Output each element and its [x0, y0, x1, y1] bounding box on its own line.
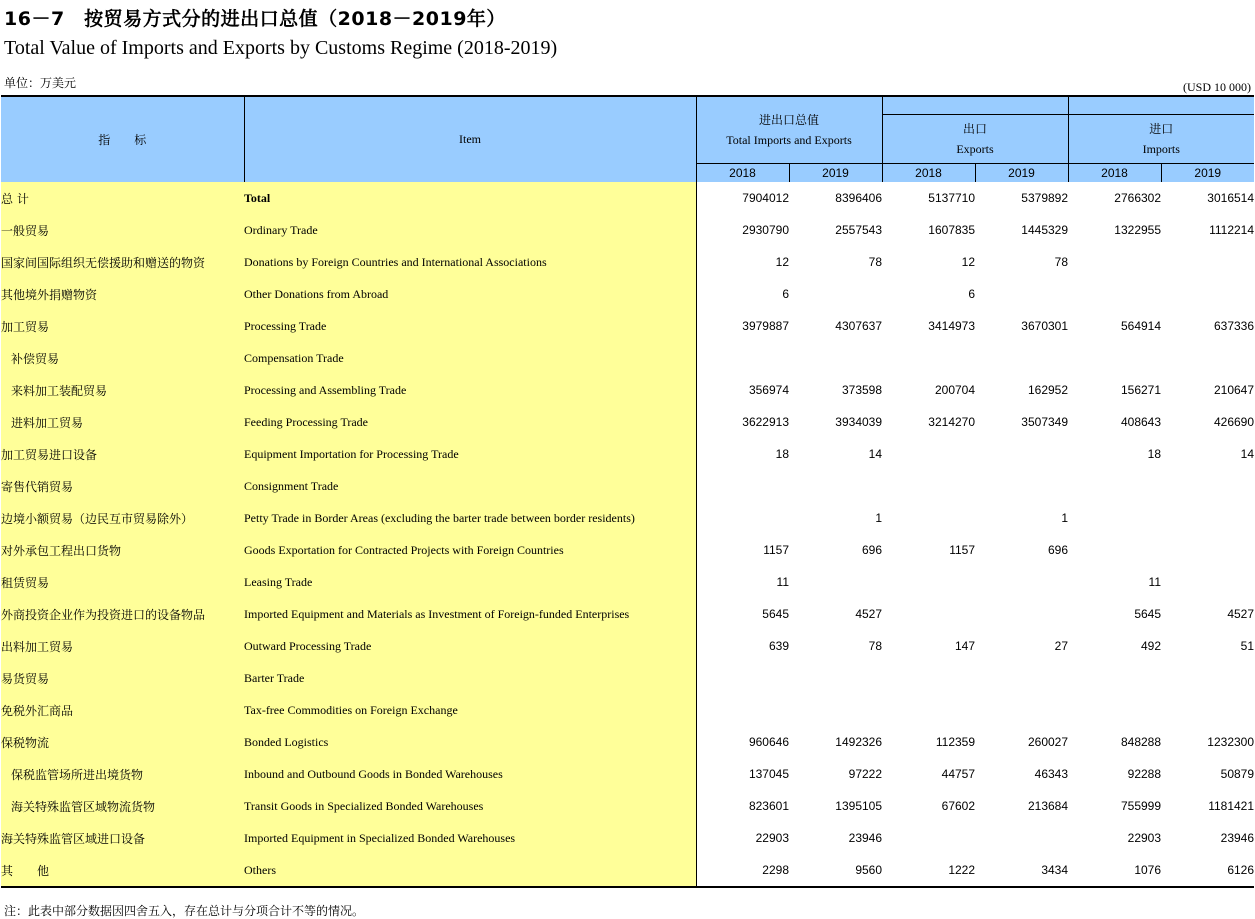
value-cell [1161, 566, 1254, 598]
table-row [1, 694, 1254, 726]
value-cell: 9560 [789, 854, 882, 887]
value-cell [882, 470, 975, 502]
value-cell: 2298 [696, 854, 789, 887]
value-cell [1068, 502, 1161, 534]
imports-header-en: Imports [1142, 142, 1180, 156]
value-cell: 23946 [1161, 822, 1254, 854]
value-cell: 12 [882, 246, 975, 278]
row-label-cn: 进料加工贸易 [1, 406, 244, 438]
item-header: Item [244, 96, 696, 182]
year-header: 2019 [789, 164, 882, 183]
value-cell [1161, 470, 1254, 502]
table-row [1, 470, 1254, 502]
header-gap-exports [882, 96, 1068, 115]
year-header: 2019 [1161, 164, 1254, 183]
value-cell [1068, 534, 1161, 566]
row-label-en: Ordinary Trade [244, 214, 696, 246]
value-cell: 6 [882, 278, 975, 310]
row-label-en: Transit Goods in Specialized Bonded Warehouses [244, 790, 696, 822]
value-cell: 1157 [696, 534, 789, 566]
row-label-cn: 外商投资企业作为投资进口的设备物品 [1, 598, 244, 630]
value-cell: 156271 [1068, 374, 1161, 406]
value-cell: 356974 [696, 374, 789, 406]
value-cell: 1157 [882, 534, 975, 566]
imports-header-cn: 进口 [1149, 122, 1174, 136]
table-row [1, 790, 1254, 822]
row-label-en: Donations by Foreign Countries and International Associations [244, 246, 696, 278]
value-cell [696, 694, 789, 726]
value-cell: 67602 [882, 790, 975, 822]
value-cell [1161, 694, 1254, 726]
value-cell: 639 [696, 630, 789, 662]
table-row [1, 822, 1254, 854]
table-row [1, 662, 1254, 694]
unit-label-en: (USD 10 000) [1183, 80, 1251, 94]
row-label-en: Others [244, 854, 696, 887]
value-cell: 51 [1161, 630, 1254, 662]
value-cell [696, 662, 789, 694]
value-cell [975, 566, 1068, 598]
value-cell [975, 278, 1068, 310]
value-cell: 3414973 [882, 310, 975, 342]
year-header: 2018 [1068, 164, 1161, 183]
table-row [1, 438, 1254, 470]
table-row [1, 598, 1254, 630]
value-cell: 1 [789, 502, 882, 534]
value-cell [975, 822, 1068, 854]
value-cell: 22903 [1068, 822, 1161, 854]
value-cell: 46343 [975, 758, 1068, 790]
value-cell: 755999 [1068, 790, 1161, 822]
row-label-cn: 来料加工装配贸易 [1, 374, 244, 406]
value-cell [696, 502, 789, 534]
row-label-cn: 海关特殊监管区域物流货物 [1, 790, 244, 822]
value-cell: 112359 [882, 726, 975, 758]
total-header-en: Total Imports and Exports [726, 133, 852, 147]
value-cell [789, 342, 882, 374]
value-cell [882, 822, 975, 854]
value-cell: 1112214 [1161, 214, 1254, 246]
value-cell [1068, 662, 1161, 694]
value-cell: 14 [1161, 438, 1254, 470]
imports-header [1068, 115, 1254, 164]
table-row [1, 502, 1254, 534]
row-label-cn: 边境小额贸易（边民互市贸易除外） [1, 502, 244, 534]
value-cell: 1181421 [1161, 790, 1254, 822]
row-label-cn: 海关特殊监管区域进口设备 [1, 822, 244, 854]
row-label-en: Inbound and Outbound Goods in Bonded Warehouses [244, 758, 696, 790]
row-label-cn: 保税物流 [1, 726, 244, 758]
year-header: 2018 [882, 164, 975, 183]
year-header: 2018 [696, 164, 789, 183]
table-row [1, 182, 1254, 214]
total-header [696, 96, 882, 164]
value-cell: 696 [789, 534, 882, 566]
row-label-cn: 租赁贸易 [1, 566, 244, 598]
table-row [1, 406, 1254, 438]
row-label-en: Compensation Trade [244, 342, 696, 374]
table-row [1, 342, 1254, 374]
row-label-cn: 寄售代销贸易 [1, 470, 244, 502]
exports-header-cn: 出口 [963, 122, 988, 136]
value-cell: 213684 [975, 790, 1068, 822]
value-cell: 1076 [1068, 854, 1161, 887]
value-cell: 696 [975, 534, 1068, 566]
value-cell: 7904012 [696, 182, 789, 214]
value-cell: 147 [882, 630, 975, 662]
value-cell: 492 [1068, 630, 1161, 662]
value-cell [1161, 246, 1254, 278]
row-label-en: Consignment Trade [244, 470, 696, 502]
value-cell: 3434 [975, 854, 1068, 887]
value-cell: 3214270 [882, 406, 975, 438]
value-cell [882, 438, 975, 470]
table-row [1, 246, 1254, 278]
table-row [1, 534, 1254, 566]
row-label-en: Outward Processing Trade [244, 630, 696, 662]
exports-header [882, 115, 1068, 164]
value-cell [1068, 246, 1161, 278]
value-cell: 6126 [1161, 854, 1254, 887]
trade-table [1, 95, 1254, 888]
row-label-cn: 一般贸易 [1, 214, 244, 246]
total-header-cn: 进出口总值 [759, 113, 820, 127]
unit-label-cn: 单位：万美元 [4, 76, 77, 90]
value-cell [975, 470, 1068, 502]
value-cell: 1 [975, 502, 1068, 534]
value-cell [789, 566, 882, 598]
value-cell: 1395105 [789, 790, 882, 822]
table-body [1, 182, 1254, 887]
value-cell [1068, 278, 1161, 310]
row-label-en: Total [244, 182, 696, 214]
value-cell [1068, 470, 1161, 502]
row-label-cn: 加工贸易进口设备 [1, 438, 244, 470]
table-row [1, 854, 1254, 887]
value-cell: 3016514 [1161, 182, 1254, 214]
header-gap-imports [1068, 96, 1254, 115]
value-cell [1161, 534, 1254, 566]
row-label-en: Petty Trade in Border Areas (excluding the barter trade between border residents) [244, 502, 696, 534]
value-cell [1161, 662, 1254, 694]
value-cell: 426690 [1161, 406, 1254, 438]
value-cell: 4527 [789, 598, 882, 630]
value-cell: 1607835 [882, 214, 975, 246]
value-cell [975, 438, 1068, 470]
value-cell: 5137710 [882, 182, 975, 214]
value-cell: 78 [789, 246, 882, 278]
value-cell [975, 662, 1068, 694]
value-cell [975, 598, 1068, 630]
value-cell: 18 [1068, 438, 1161, 470]
row-label-cn: 保税监管场所进出境货物 [1, 758, 244, 790]
indicator-header: 指 标 [1, 96, 244, 182]
value-cell [789, 694, 882, 726]
row-label-en: Bonded Logistics [244, 726, 696, 758]
table-note: 注：此表中部分数据因四舍五入，存在总计与分项合计不等的情况。 [4, 904, 365, 918]
exports-header-en: Exports [956, 142, 994, 156]
row-label-en: Processing and Assembling Trade [244, 374, 696, 406]
value-cell [696, 470, 789, 502]
row-label-cn: 总 计 [1, 182, 244, 214]
table-row [1, 374, 1254, 406]
row-label-cn: 其 他 [1, 854, 244, 887]
value-cell: 18 [696, 438, 789, 470]
value-cell [882, 566, 975, 598]
table-row [1, 726, 1254, 758]
value-cell: 27 [975, 630, 1068, 662]
row-label-en: Barter Trade [244, 662, 696, 694]
value-cell: 22903 [696, 822, 789, 854]
row-label-en: Imported Equipment in Specialized Bonded Warehouses [244, 822, 696, 854]
value-cell [975, 694, 1068, 726]
table-row [1, 278, 1254, 310]
row-label-en: Tax-free Commodities on Foreign Exchange [244, 694, 696, 726]
value-cell: 1445329 [975, 214, 1068, 246]
row-label-cn: 出料加工贸易 [1, 630, 244, 662]
value-cell: 260027 [975, 726, 1068, 758]
value-cell: 44757 [882, 758, 975, 790]
value-cell [882, 694, 975, 726]
row-label-en: Imported Equipment and Materials as Investment of Foreign-funded Enterprises [244, 598, 696, 630]
value-cell: 4527 [1161, 598, 1254, 630]
table-row [1, 566, 1254, 598]
value-cell [882, 598, 975, 630]
value-cell: 3507349 [975, 406, 1068, 438]
value-cell: 3622913 [696, 406, 789, 438]
value-cell: 373598 [789, 374, 882, 406]
value-cell: 960646 [696, 726, 789, 758]
value-cell: 823601 [696, 790, 789, 822]
value-cell [882, 502, 975, 534]
row-label-cn: 其他境外捐赠物资 [1, 278, 244, 310]
value-cell: 210647 [1161, 374, 1254, 406]
value-cell: 4307637 [789, 310, 882, 342]
value-cell: 1222 [882, 854, 975, 887]
row-label-en: Equipment Importation for Processing Trade [244, 438, 696, 470]
table-row [1, 310, 1254, 342]
value-cell: 23946 [789, 822, 882, 854]
value-cell [1068, 694, 1161, 726]
value-cell [975, 342, 1068, 374]
value-cell: 408643 [1068, 406, 1161, 438]
row-label-en: Feeding Processing Trade [244, 406, 696, 438]
row-label-cn: 对外承包工程出口货物 [1, 534, 244, 566]
value-cell: 5379892 [975, 182, 1068, 214]
value-cell: 3979887 [696, 310, 789, 342]
value-cell: 8396406 [789, 182, 882, 214]
value-cell: 2766302 [1068, 182, 1161, 214]
value-cell [1161, 502, 1254, 534]
table-row [1, 758, 1254, 790]
value-cell [1068, 342, 1161, 374]
value-cell: 162952 [975, 374, 1068, 406]
value-cell: 637336 [1161, 310, 1254, 342]
value-cell: 1322955 [1068, 214, 1161, 246]
row-label-cn: 加工贸易 [1, 310, 244, 342]
value-cell: 1232300 [1161, 726, 1254, 758]
value-cell [882, 342, 975, 374]
table-title-en: Total Value of Imports and Exports by Customs Regime (2018-2019) [4, 37, 558, 59]
value-cell: 137045 [696, 758, 789, 790]
value-cell [696, 342, 789, 374]
value-cell: 848288 [1068, 726, 1161, 758]
year-header: 2019 [975, 164, 1068, 183]
value-cell: 14 [789, 438, 882, 470]
value-cell [789, 470, 882, 502]
row-label-en: Other Donations from Abroad [244, 278, 696, 310]
value-cell: 50879 [1161, 758, 1254, 790]
value-cell [1161, 342, 1254, 374]
value-cell: 78 [975, 246, 1068, 278]
table-row [1, 630, 1254, 662]
table-title-cn: 16－7 按贸易方式分的进出口总值（2018－2019年） [4, 8, 506, 30]
row-label-cn: 免税外汇商品 [1, 694, 244, 726]
value-cell: 5645 [1068, 598, 1161, 630]
table-row [1, 214, 1254, 246]
value-cell: 78 [789, 630, 882, 662]
value-cell [789, 662, 882, 694]
value-cell: 97222 [789, 758, 882, 790]
value-cell: 3934039 [789, 406, 882, 438]
value-cell: 12 [696, 246, 789, 278]
row-label-cn: 补偿贸易 [1, 342, 244, 374]
value-cell: 5645 [696, 598, 789, 630]
row-label-en: Goods Exportation for Contracted Projects with Foreign Countries [244, 534, 696, 566]
value-cell: 2930790 [696, 214, 789, 246]
value-cell: 92288 [1068, 758, 1161, 790]
value-cell: 2557543 [789, 214, 882, 246]
value-cell: 1492326 [789, 726, 882, 758]
value-cell: 11 [1068, 566, 1161, 598]
value-cell: 11 [696, 566, 789, 598]
value-cell [789, 278, 882, 310]
value-cell: 3670301 [975, 310, 1068, 342]
row-label-cn: 易货贸易 [1, 662, 244, 694]
row-label-en: Processing Trade [244, 310, 696, 342]
value-cell [882, 662, 975, 694]
value-cell: 564914 [1068, 310, 1161, 342]
value-cell: 6 [696, 278, 789, 310]
row-label-cn: 国家间国际组织无偿援助和赠送的物资 [1, 246, 244, 278]
value-cell: 200704 [882, 374, 975, 406]
row-label-en: Leasing Trade [244, 566, 696, 598]
value-cell [1161, 278, 1254, 310]
